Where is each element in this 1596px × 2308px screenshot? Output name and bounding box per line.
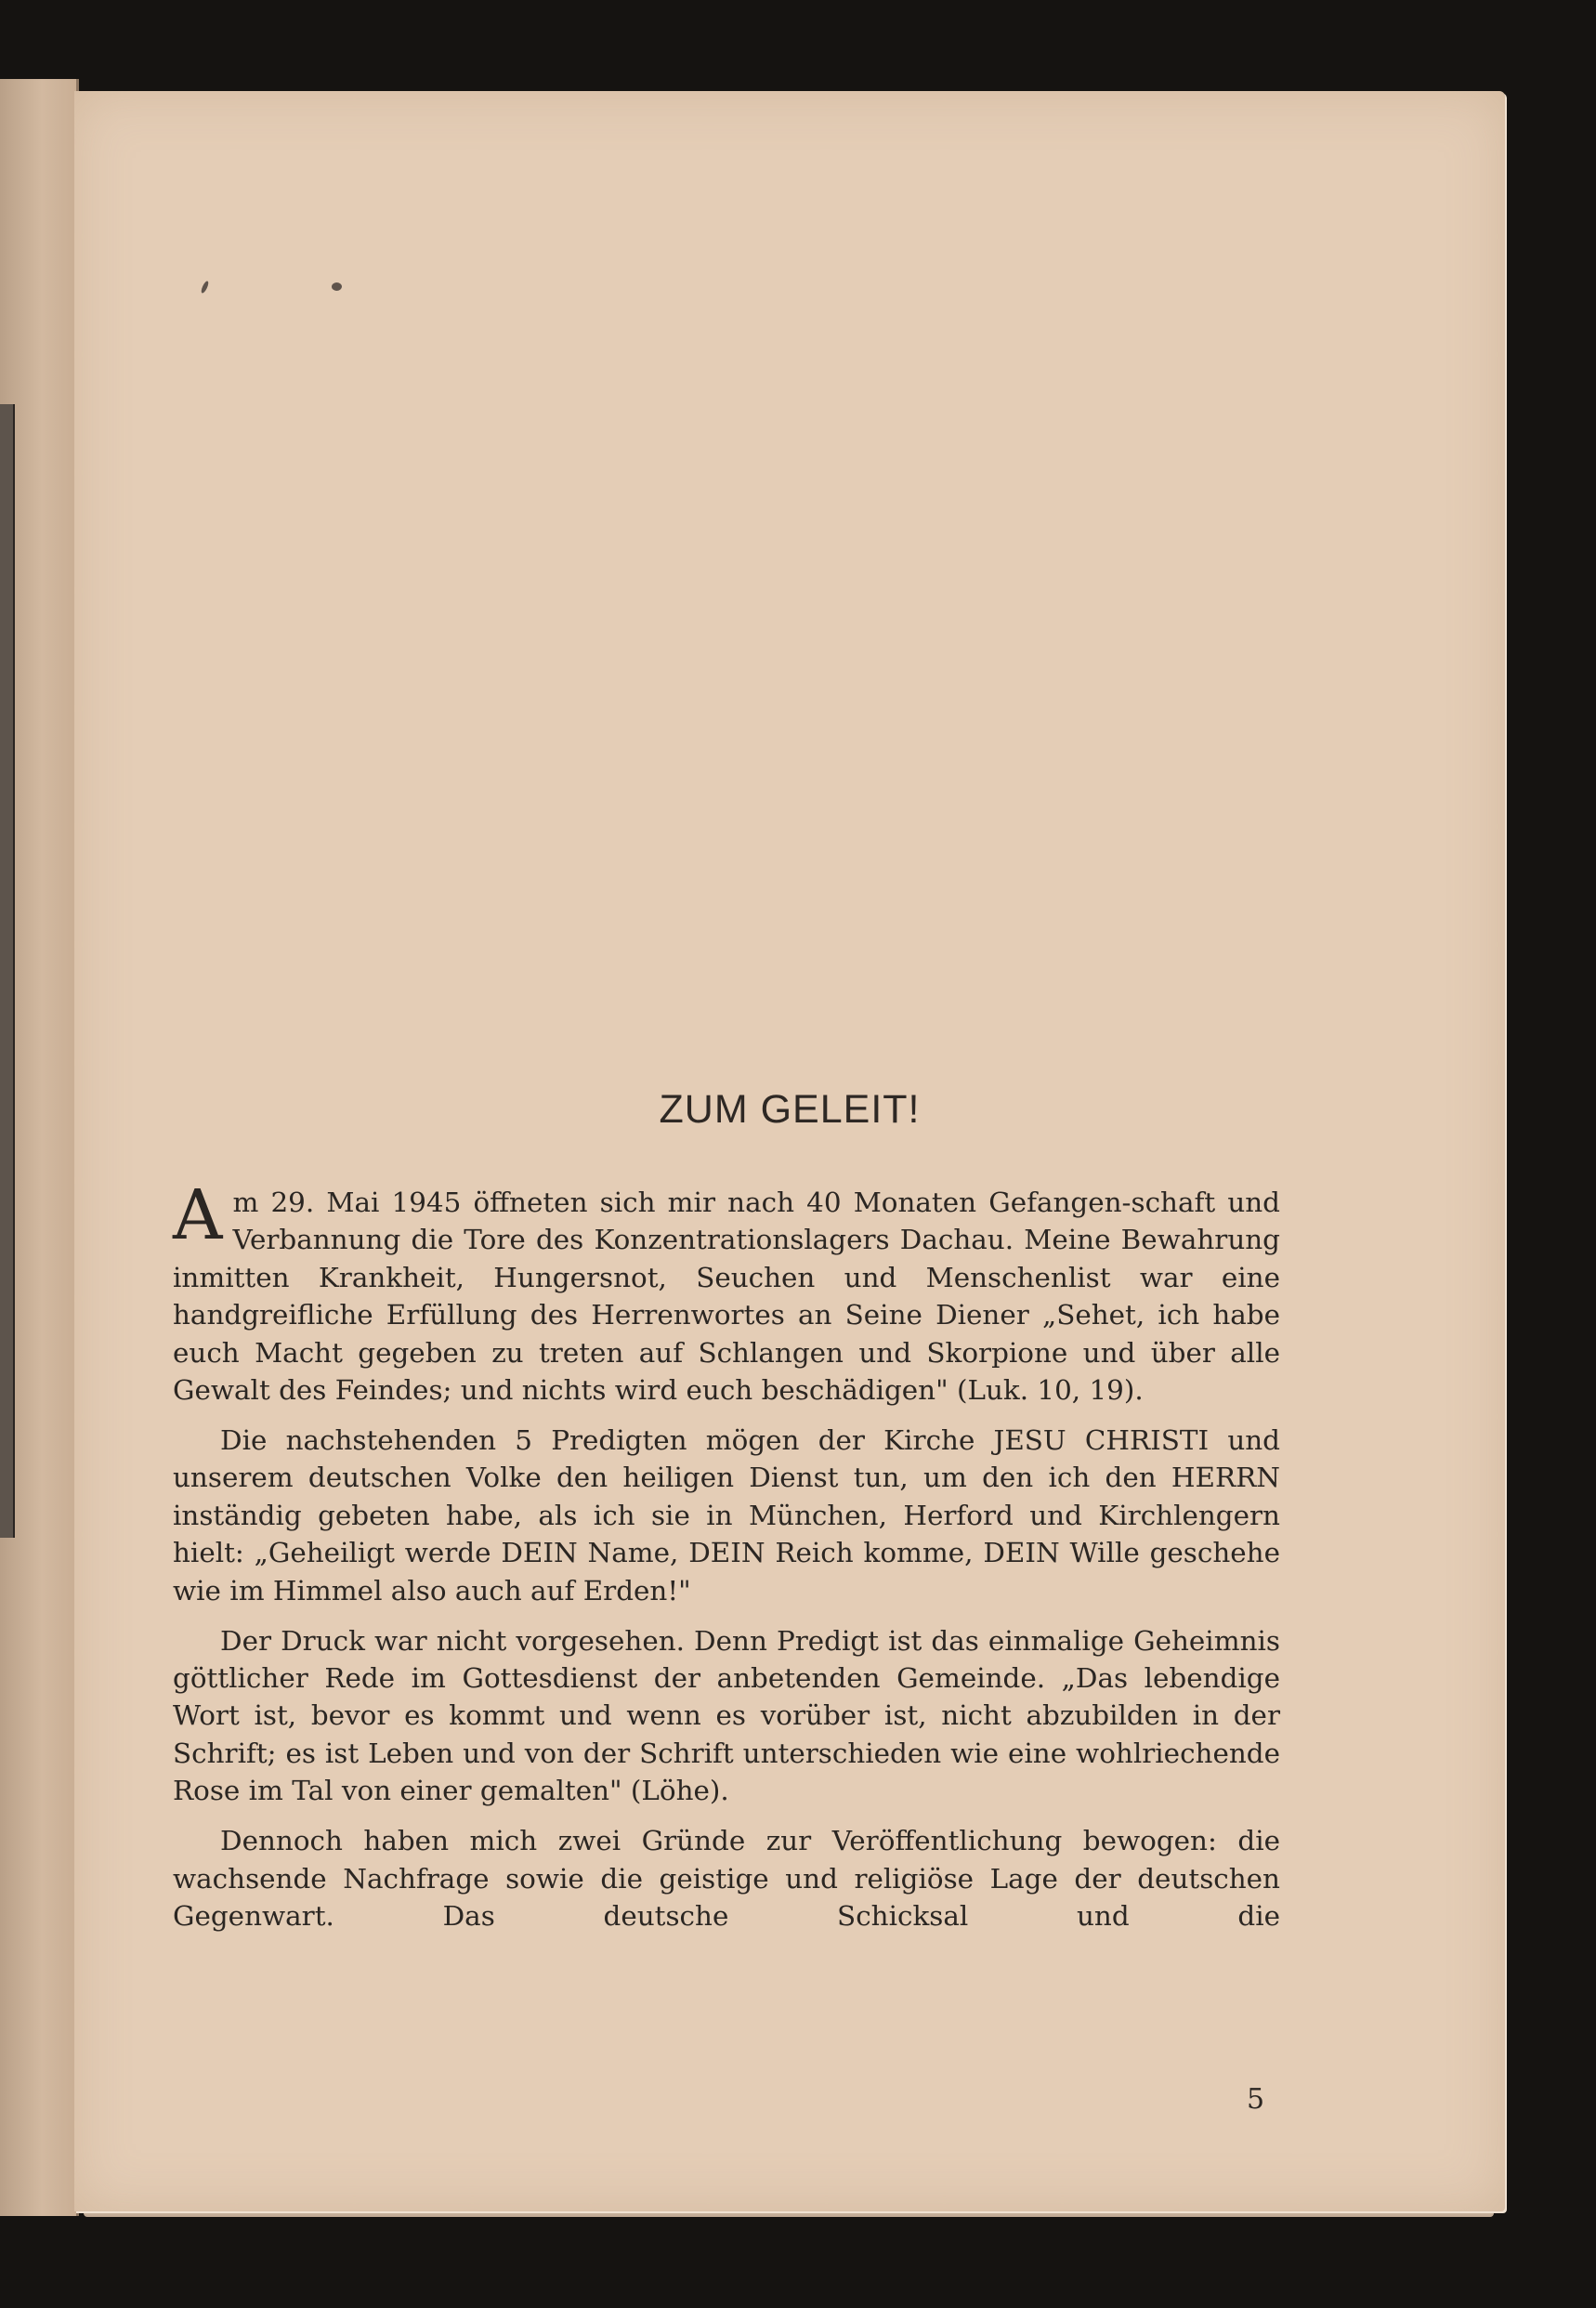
- book-page: [74, 91, 1505, 2211]
- paragraph-4: Dennoch haben mich zwei Gründe zur Veröffentlichung bewogen: die wachsende Nachfrage sowie die geistige und religiöse Lage der deutschen Gegenwart. Das deutsche Schicksal und die: [173, 1825, 1280, 1933]
- paragraph-3: Der Druck war nicht vorgesehen. Denn Predigt ist das einmalige Geheimnis göttlicher Rede im Gottesdienst der anbetenden Gemeinde. „Das lebendige Wort ist, bevor es kommt und wenn es vorüber ist, nicht abzubilden in der Schrift; es ist Leben und von der Schrift unterschieden wie eine wohlriechende Rose im Tal von einer gemalten" (Löhe).: [173, 1624, 1280, 1807]
- previous-page-edge: [0, 79, 79, 2216]
- ink-spot: [200, 281, 209, 295]
- page-number: 5: [1247, 2083, 1265, 2116]
- paragraph-2: Die nachstehenden 5 Predigten mögen der Kirche JESU CHRISTI und unserem deutschen Volke den heiligen Dienst tun, um den ich den HERRN inständig gebeten habe, als ich sie in München, Herford und Kirchlengern hielt: „Geheiligt werde DEIN Name, DEIN Reich komme, DEIN Wille geschehe wie im Himmel also auch auf Erden!": [173, 1424, 1280, 1606]
- drop-cap: A: [173, 1175, 223, 1255]
- body-text: [173, 1175, 1280, 1947]
- ink-spot: [332, 282, 342, 291]
- paragraph-1-text: m 29. Mai 1945 öffneten sich mir nach 40 Monaten Gefangen-schaft und Verbannung die Tore des Konzentrationslagers Dachau. Meine Bewahrung inmitten Krankheit, Hungersnot, Seuchen und Menschenlist war eine handgreifliche Erfüllung des Herrenwortes an Seine Diener „Sehet, ich habe euch Macht gegeben zu treten auf Schlangen und Skorpione und über alle Gewalt des Feindes; und nichts wird euch beschädigen" (Luk. 10, 19).: [173, 1187, 1280, 1407]
- paragraph-1: [173, 1175, 1280, 1409]
- chapter-heading: ZUM GELEIT!: [659, 1087, 921, 1132]
